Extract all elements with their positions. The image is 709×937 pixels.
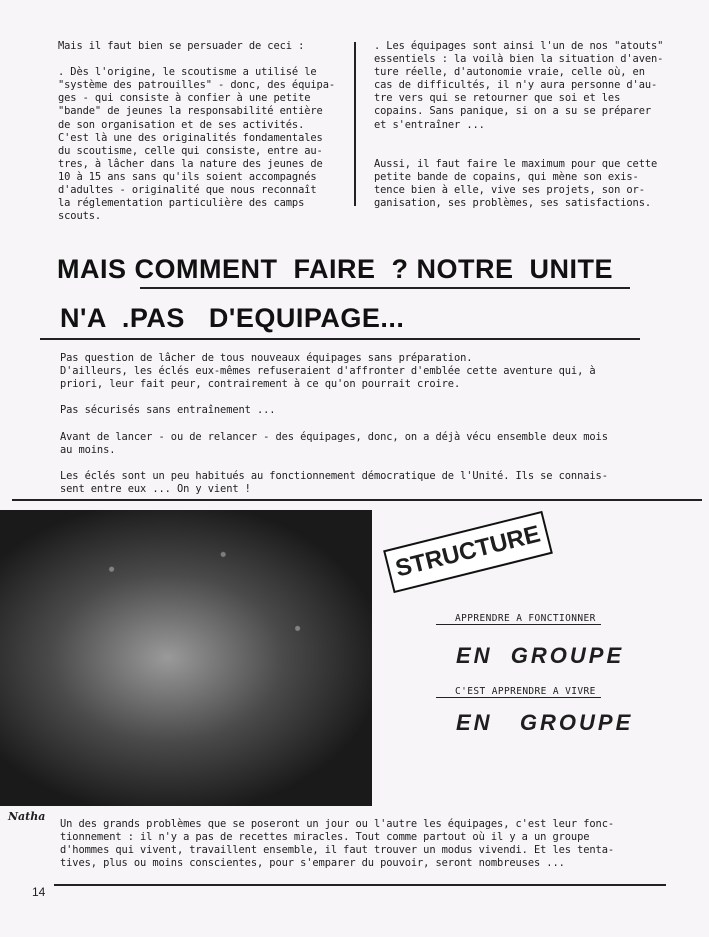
col_right-line: . Les équipages sont ainsi l'un de nos "atouts" [374,40,664,52]
col_right-line [374,132,663,145]
bottom_text-line: d'hommes qui vivent, travaillent ensemble, il faut trouver un modus vivendi. Et les tenta- [60,844,615,857]
col_left-line: de son organisation et de ses activités. [58,118,305,131]
col_left-line: tres, à lâcher dans la nature des jeunes de [58,157,323,170]
en-groupe-2: EN GROUPE [456,710,634,735]
bottom_text-line: tionnement : il n'y a pas de recettes miracles. Tout comme partout où il y a un groupe [60,831,590,844]
col_left-line: "système des patrouilles" - donc, des équipa- [58,79,336,92]
bottom_text-line: Un des grands problèmes que se poseront un jour ou l'autre les équipages, c'est leur fonc- [60,818,615,830]
page-number: 14 [32,885,46,899]
headline-underline [140,287,630,289]
middle_text-line [60,391,608,404]
middle_text-line: D'ailleurs, les éclés eux-mêmes refuseraient d'affronter d'emblée cette aventure qui, à [60,365,596,378]
col_left-line: ges - qui consiste à confier à une petite [58,92,311,105]
col_right-line: et s'entraîner ... [374,118,485,131]
middle_text-line [60,457,608,470]
middle_text-line: au moins. [60,443,116,456]
col_left-line: Mais il faut bien se persuader de ceci : [58,40,305,52]
middle_text-line: Les éclés sont un peu habitués au fonctionnement démocratique de l'Unité. Ils se connais- [60,469,608,482]
text-apprendre-vivre: C'EST APPRENDRE A VIVRE [455,686,596,697]
col_left-line: 10 à 15 ans sans qu'ils soient accompagnés [58,170,317,183]
col_right-line [374,145,663,158]
structure-stamp [383,511,553,593]
left-column-text [58,40,335,223]
right-column-text [374,40,663,210]
column-divider [354,42,356,206]
col_left-line: . Dès l'origine, le scoutisme a utilisé le [58,66,317,79]
col_left-line: C'est là une des originalités fondamentales [58,131,323,144]
middle_text-line [60,417,608,430]
bottom_text-line: tives, plus ou moins conscientes, pour s'emparer du pouvoir, seront nombreuses ... [60,857,565,870]
col_right-line: tre vers qui se retourner que soi et les [374,92,621,105]
bottom-text [60,818,614,870]
col_left-line: d'adultes - originalité que nous reconnaît [58,184,317,197]
headline-line-1: MAIS COMMENT FAIRE ? NOTRE UNITE [57,254,613,284]
photo-caption: Natha [8,810,46,823]
middle_text-line: Pas question de lâcher de tous nouveaux équipages sans préparation. [60,352,473,364]
rule-2 [436,697,601,698]
col_right-line: ganisation, ses problèmes, ses satisfactions. [374,197,652,210]
text-apprendre-fonctionner: APPRENDRE A FONCTIONNER [455,613,596,624]
bottom-rule [54,884,666,886]
middle_text-line: Pas sécurisés sans entraînement ... [60,404,276,417]
col_right-line: ture réelle, d'autonomie vraie, celle où, en [374,66,645,79]
middle-text [60,352,608,496]
middle_text-line: sent entre eux ... On y vient ! [60,482,251,495]
col_right-line: cas de difficultés, il n'y aura personne d'au- [374,79,658,92]
rule-1 [436,624,601,625]
photo-children [0,510,372,806]
stamp-text: STRUCTURE [392,520,543,583]
headline-line-2: N'A .PAS D'EQUIPAGE... [60,303,405,333]
col_right-line: petite bande de copains, qui mène son exis- [374,170,639,183]
col_right-line: tence bien à elle, vive ses projets, son or- [374,184,645,197]
headline-underline-2 [40,338,640,340]
col_left-line: la réglementation particulière des camps [58,197,305,210]
section-divider [12,499,702,501]
col_right-line: essentiels : la voilà bien la situation d'aven- [374,53,664,66]
col_left-line: "bande" de jeunes la responsabilité entière [58,105,323,118]
middle_text-line: Avant de lancer - ou de relancer - des équipages, donc, on a déjà vécu ensemble deux mois [60,430,608,443]
col_left-line: scouts. [58,210,102,223]
middle_text-line: priori, leur fait peur, contrairement à ce qu'on pourrait croire. [60,378,461,391]
col_right-line: Aussi, il faut faire le maximum pour que cette [374,157,658,170]
en-groupe-1: EN GROUPE [456,643,625,668]
col_left-line [58,53,335,66]
col_right-line: copains. Sans panique, si on a su se préparer [374,105,652,118]
col_left-line: du scoutisme, celle qui consiste, entre au- [58,144,323,157]
